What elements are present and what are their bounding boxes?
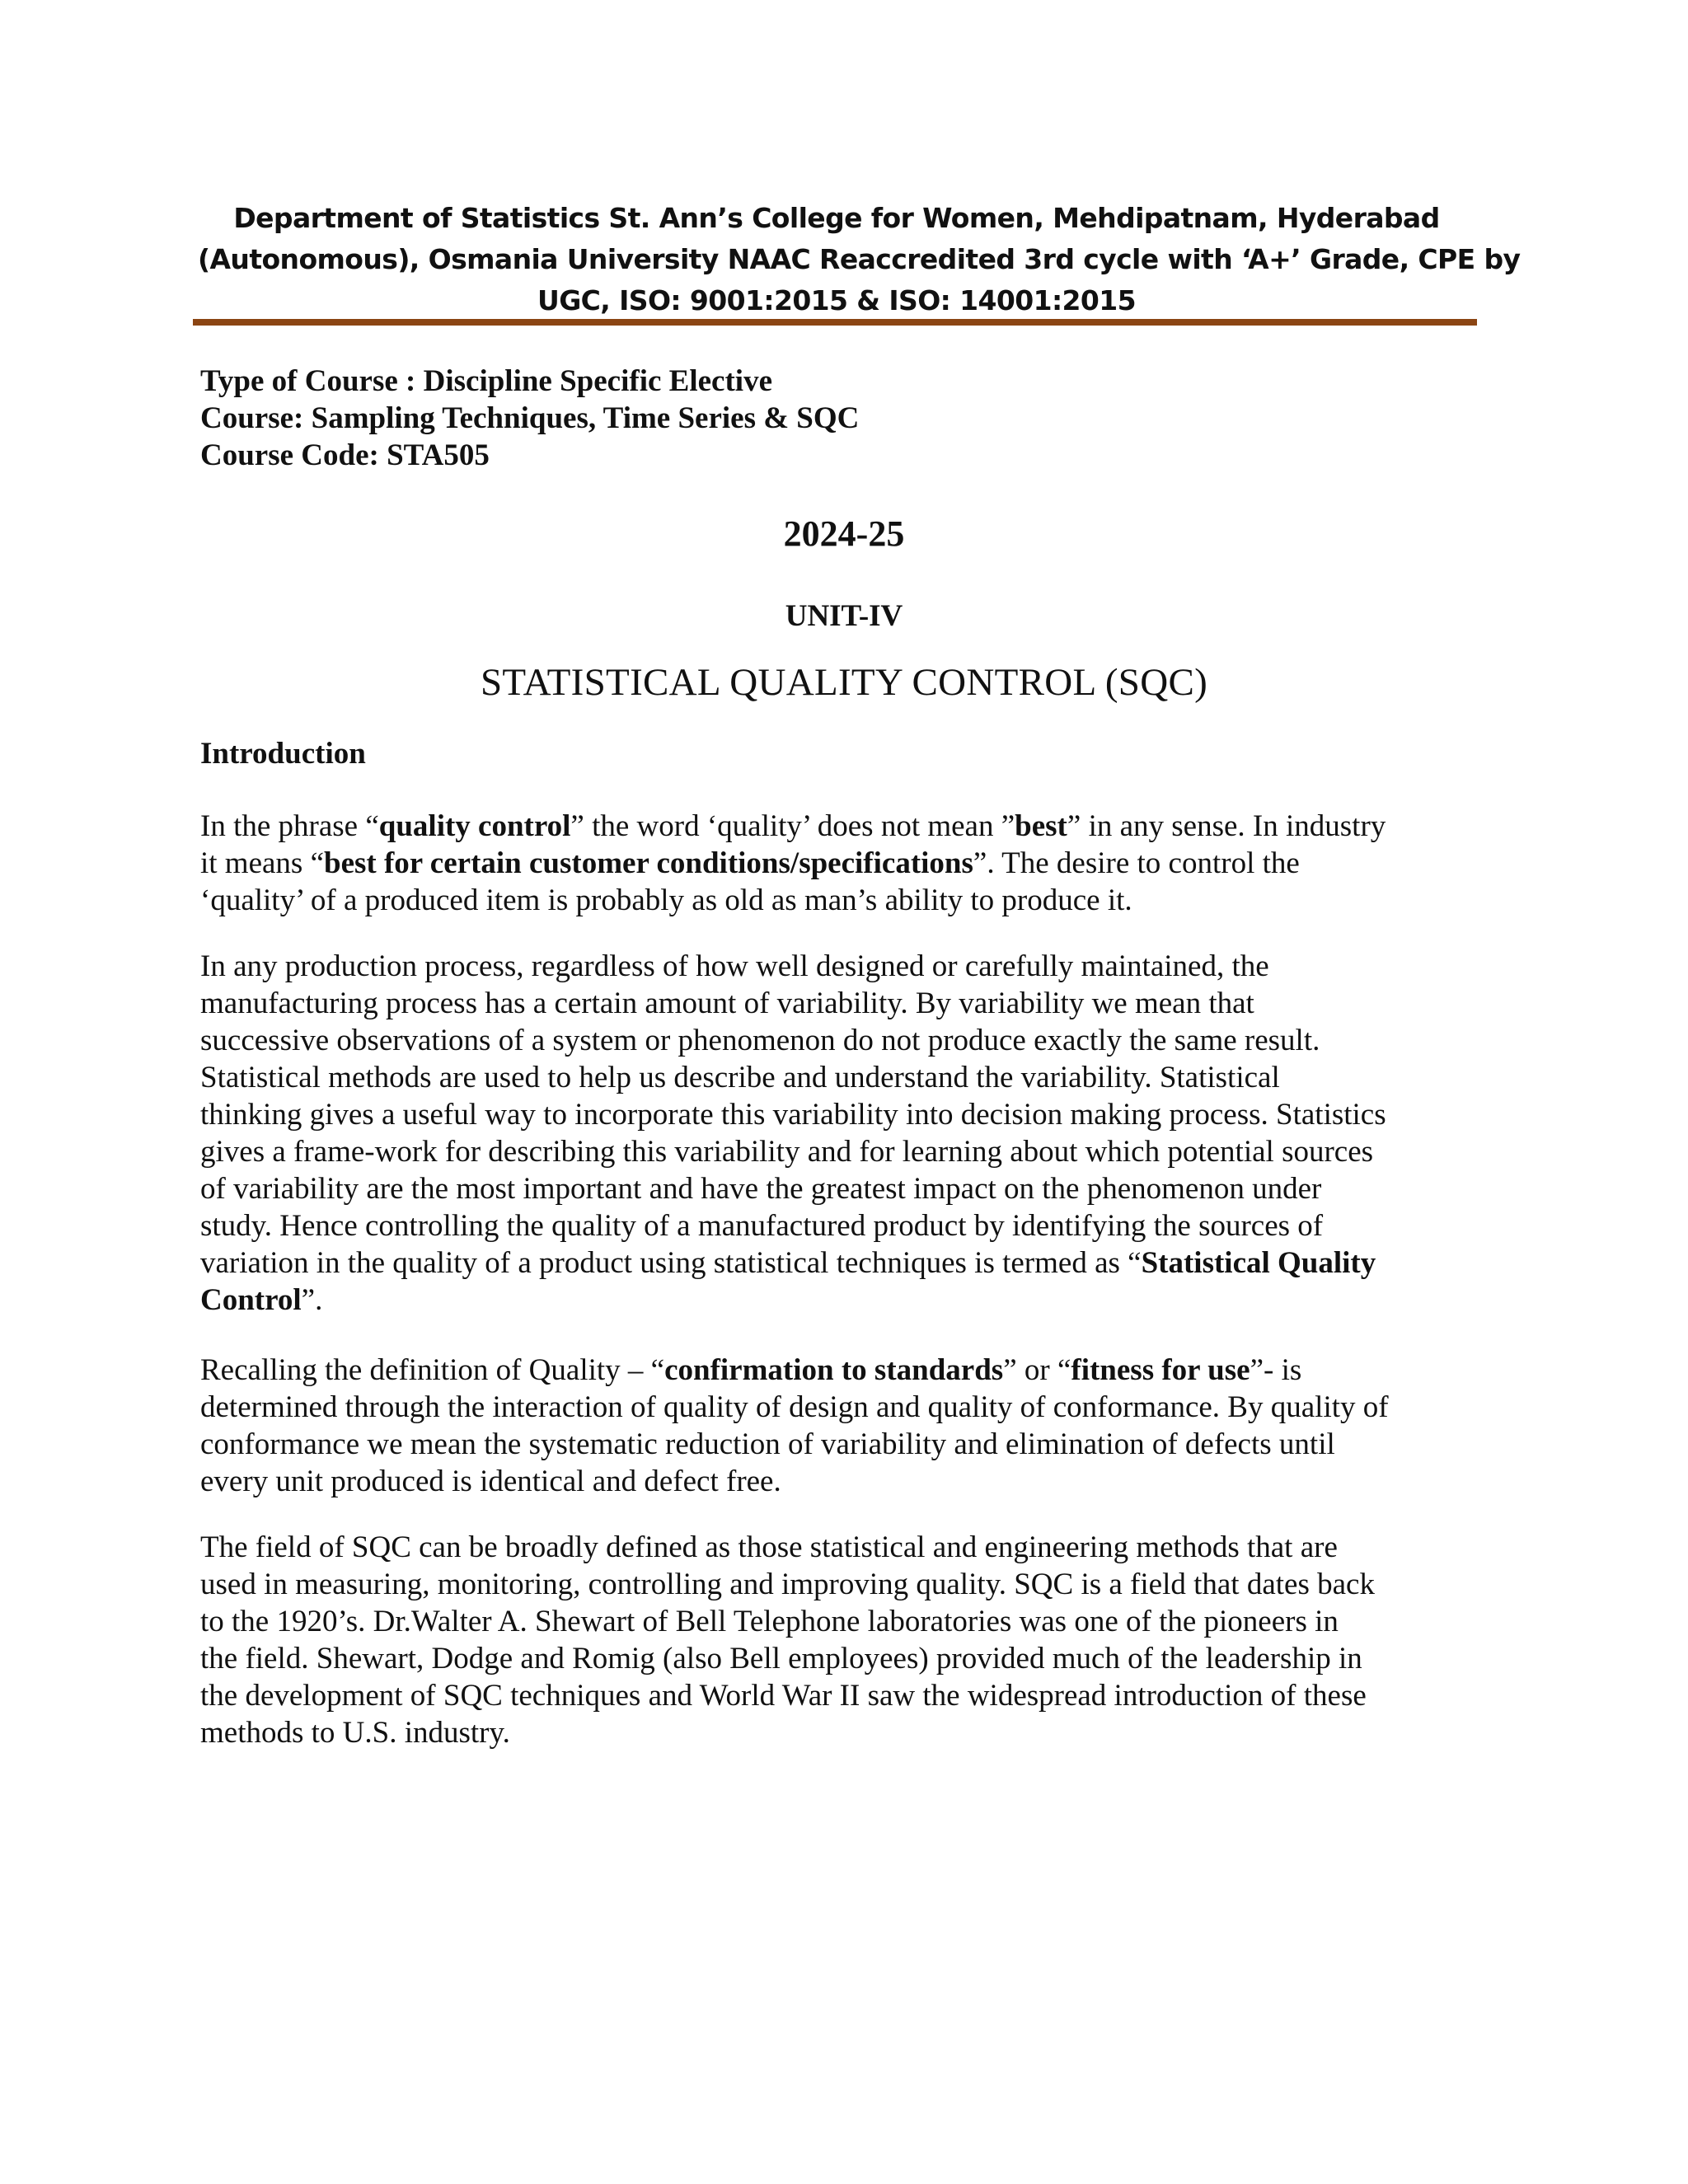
paragraph-line: every unit produced is identical and defect free. xyxy=(200,1465,781,1498)
paragraph-line: thinking gives a useful way to incorporate this variability into decision making process. Statistics xyxy=(200,1098,1386,1132)
paragraph-line: the field. Shewart, Dodge and Romig (also Bell employees) provided much of the leadership in xyxy=(200,1642,1362,1675)
bold-term: best xyxy=(1015,809,1067,843)
course-name: Course: Sampling Techniques, Time Series & SQC xyxy=(200,401,860,435)
paragraph-line: used in measuring, monitoring, controlling and improving quality. SQC is a field that dates back xyxy=(200,1568,1375,1601)
bold-term: best for certain customer conditions/specifications xyxy=(324,846,973,880)
header-line-2: (Autonomous), Osmania University NAAC Reaccredited 3rd cycle with ‘A+’ Grade, CPE by xyxy=(198,243,1521,275)
text-run: ”. The desire to control the xyxy=(973,846,1300,880)
paragraph-2 xyxy=(200,948,1494,1319)
paragraph-line: the development of SQC techniques and World War II saw the widespread introduction of these xyxy=(200,1679,1367,1713)
text-run: ”. xyxy=(301,1283,323,1317)
paragraph-line xyxy=(200,808,1494,845)
paragraph-line: manufacturing process has a certain amount of variability. By variability we mean that xyxy=(200,987,1254,1020)
paragraph-line: of variability are the most important and have the greatest impact on the phenomenon under xyxy=(200,1172,1322,1206)
course-code: Course Code: STA505 xyxy=(200,438,490,472)
bold-term: confirmation to standards xyxy=(664,1353,1004,1387)
unit-label: UNIT-IV xyxy=(785,599,903,633)
paragraph-line xyxy=(200,1352,1494,1389)
bold-term: fitness for use xyxy=(1071,1353,1250,1387)
paragraph-line: study. Hence controlling the quality of a manufactured product by identifying the sources of xyxy=(200,1209,1324,1243)
paragraph-line: successive observations of a system or phenomenon do not produce exactly the same result. xyxy=(200,1024,1320,1057)
text-run: In the phrase “ xyxy=(200,809,379,843)
paragraph-line: determined through the interaction of quality of design and quality of conformance. By quality of xyxy=(200,1390,1389,1424)
text-run: ”- is xyxy=(1250,1353,1302,1387)
text-run: ” or “ xyxy=(1003,1353,1071,1387)
document-title: STATISTICAL QUALITY CONTROL (SQC) xyxy=(480,661,1208,704)
paragraph-line xyxy=(200,1282,1494,1319)
institution-header xyxy=(198,198,1521,321)
header-divider xyxy=(193,319,1477,326)
paragraph-line: to the 1920’s. Dr.Walter A. Shewart of Bell Telephone laboratories was one of the pioneers in xyxy=(200,1605,1339,1638)
paragraph-1 xyxy=(200,808,1494,919)
paragraph-line xyxy=(200,1244,1494,1282)
paragraph-line: gives a frame-work for describing this variability and for learning about which potential sources xyxy=(200,1135,1374,1169)
section-heading-introduction: Introduction xyxy=(200,737,366,771)
text-run: Recalling the definition of Quality – “ xyxy=(200,1353,665,1387)
bold-term: Statistical Quality xyxy=(1141,1246,1376,1280)
course-info xyxy=(200,363,859,474)
text-run: ” in any sense. In industry xyxy=(1067,809,1386,843)
paragraph-line: The field of SQC can be broadly defined as those statistical and engineering methods that are xyxy=(200,1530,1338,1564)
paragraph-line: Statistical methods are used to help us describe and understand the variability. Statistical xyxy=(200,1061,1280,1094)
paragraph-4 xyxy=(200,1529,1494,1751)
academic-year: 2024-25 xyxy=(783,513,905,554)
paragraph-line: conformance we mean the systematic reduction of variability and elimination of defects until xyxy=(200,1427,1335,1461)
paragraph-line: ‘quality’ of a produced item is probably as old as man’s ability to produce it. xyxy=(200,883,1132,917)
text-run: ” the word ‘quality’ does not mean ” xyxy=(570,809,1015,843)
course-type: Type of Course : Discipline Specific Elective xyxy=(200,364,772,398)
header-line-1: Department of Statistics St. Ann’s College for Women, Mehdipatnam, Hyderabad xyxy=(233,202,1440,234)
paragraph-line: methods to U.S. industry. xyxy=(200,1716,510,1750)
text-run: variation in the quality of a product using statistical techniques is termed as “ xyxy=(200,1246,1142,1280)
header-line-3: UGC, ISO: 9001:2015 & ISO: 14001:2015 xyxy=(537,284,1136,316)
text-run: it means “ xyxy=(200,846,325,880)
bold-term: Control xyxy=(200,1283,302,1317)
paragraph-line xyxy=(200,845,1494,882)
paragraph-line: In any production process, regardless of how well designed or carefully maintained, the xyxy=(200,949,1269,983)
paragraph-3 xyxy=(200,1352,1494,1500)
bold-term: quality control xyxy=(378,809,571,843)
